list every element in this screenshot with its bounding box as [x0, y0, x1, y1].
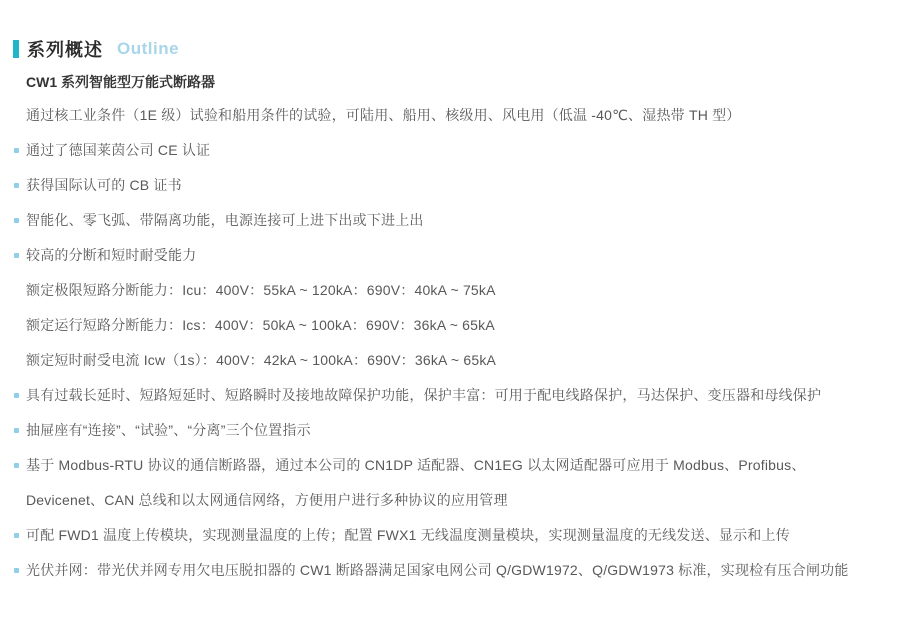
- feature-item: [13, 133, 870, 168]
- accent-bar-icon: [13, 40, 19, 58]
- feature-item: [13, 518, 870, 553]
- bullet-icon: [14, 533, 19, 538]
- bullet-icon: [14, 183, 19, 188]
- section-title-zh: 系列概述: [27, 40, 103, 60]
- feature-list: [13, 98, 870, 588]
- feature-item: [13, 203, 870, 238]
- section-header: [13, 39, 870, 59]
- feature-text: 基于 Modbus-RTU 协议的通信断路器，通过本公司的 CN1DP 适配器、CN1EG 以太网适配器可应用于 Modbus、Profibus、Devicenet、CAN 总线和以太网通信网络，方便用户进行多种协议的应用管理: [26, 457, 806, 508]
- feature-item: [13, 413, 870, 448]
- feature-item: [13, 553, 870, 588]
- feature-item-spec: [13, 273, 870, 308]
- feature-text: 通过了德国莱茵公司 CE 认证: [26, 142, 211, 158]
- feature-text: 具有过载长延时、短路短延时、短路瞬时及接地故障保护功能，保护丰富：可用于配电线路保护，马达保护、变压器和母线保护: [26, 387, 822, 403]
- bullet-icon: [14, 218, 19, 223]
- section-title-en: Outline: [117, 39, 180, 58]
- bullet-icon: [14, 148, 19, 153]
- product-title: CW1 系列智能型万能式断路器: [26, 74, 215, 90]
- feature-item: [13, 238, 870, 273]
- feature-text: 较高的分断和短时耐受能力: [26, 247, 197, 263]
- feature-text: 智能化、零飞弧、带隔离功能，电源连接可上进下出或下进上出: [26, 212, 424, 228]
- feature-text: 抽屉座有“连接”、“试验”、“分离”三个位置指示: [26, 422, 311, 438]
- bullet-icon: [14, 568, 19, 573]
- bullet-icon: [14, 463, 19, 468]
- feature-item: [13, 168, 870, 203]
- feature-text: 可配 FWD1 温度上传模块，实现测量温度的上传；配置 FWX1 无线温度测量模块，实现测量温度的无线发送、显示和上传: [26, 527, 790, 543]
- spec-text: 额定运行短路分断能力：Ics：400V：50kA ~ 100kA：690V：36kA ~ 65kA: [26, 317, 495, 333]
- feature-text: 获得国际认可的 CB 证书: [26, 177, 182, 193]
- feature-item-spec: [13, 308, 870, 343]
- bullet-icon: [14, 393, 19, 398]
- feature-text: 通过核工业条件（1E 级）试验和船用条件的试验，可陆用、船用、核级用、风电用（低温 -40℃、湿热带 TH 型）: [26, 107, 741, 123]
- feature-text: 光伏并网：带光伏并网专用欠电压脱扣器的 CW1 断路器满足国家电网公司 Q/GDW1972、Q/GDW1973 标准，实现检有压合闸功能: [26, 562, 849, 578]
- bullet-icon: [14, 253, 19, 258]
- feature-item: [13, 378, 870, 413]
- spec-text: 额定短时耐受电流 Icw（1s）：400V：42kA ~ 100kA：690V：36kA ~ 65kA: [26, 352, 497, 368]
- bullet-icon: [14, 428, 19, 433]
- feature-item-spec: [13, 343, 870, 378]
- feature-item: [13, 98, 870, 133]
- spec-text: 额定极限短路分断能力：Icu：400V：55kA ~ 120kA：690V：40kA ~ 75kA: [26, 282, 496, 298]
- feature-item: [13, 448, 870, 518]
